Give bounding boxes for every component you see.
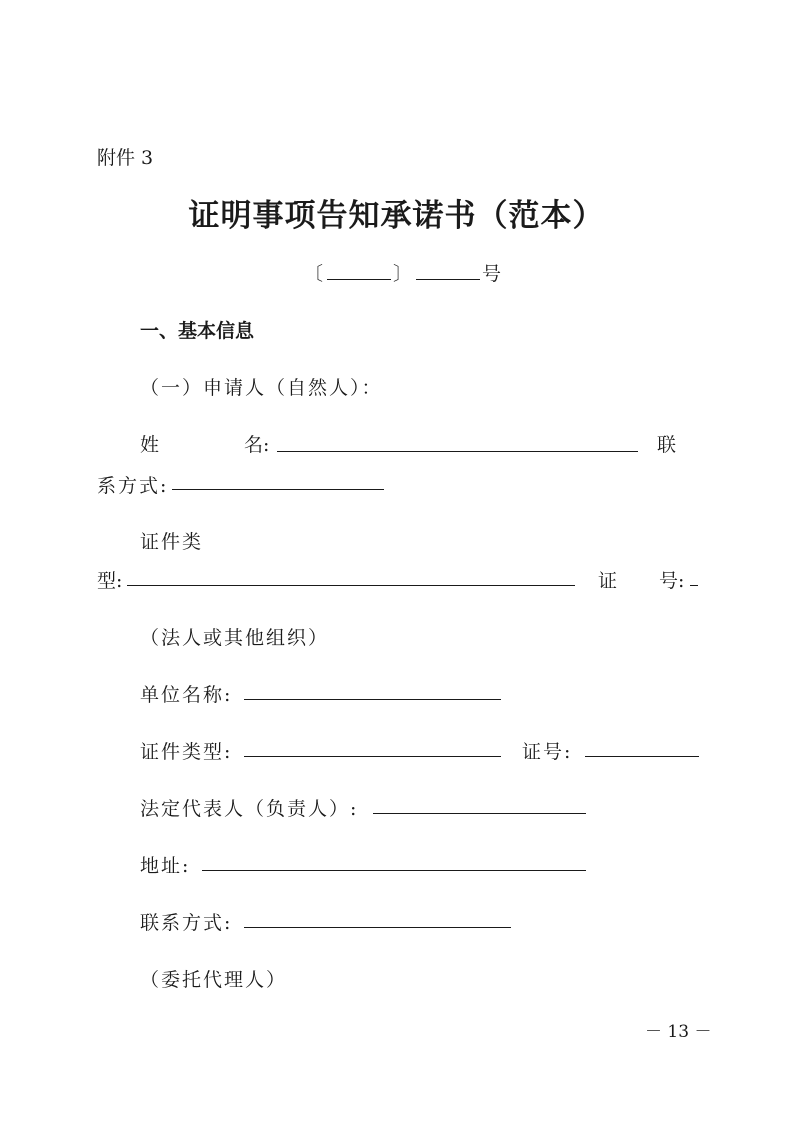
id-type-label-line2: 型: (97, 570, 123, 592)
legal-entity-heading: （法人或其他组织） (140, 627, 330, 649)
id-number-label-char1: 证 (598, 570, 618, 592)
address-label: 地址: (140, 855, 191, 877)
doc-number-serial-blank (416, 279, 480, 280)
entity-contact-label: 联系方式: (140, 912, 233, 934)
contact-label-rest: 系方式: (97, 475, 169, 497)
attachment-label: 附件 3 (97, 147, 154, 169)
entity-id-type-label: 证件类型: (140, 741, 233, 763)
name-label-char2: 名: (244, 434, 270, 456)
id-number-blank (690, 585, 698, 586)
id-type-blank (127, 585, 575, 586)
contact-label-char1: 联 (657, 434, 677, 456)
document-title: 证明事项告知承诺书（范本） (188, 198, 605, 234)
doc-number-open-bracket: 〔 (304, 263, 324, 285)
id-type-label-line1: 证件类 (140, 531, 204, 553)
section-basic-info-heading: 一、基本信息 (140, 320, 255, 342)
doc-number-suffix: 号 (482, 263, 502, 285)
id-number-label-char2: 号: (659, 570, 685, 592)
unit-name-blank (244, 699, 501, 700)
legal-representative-blank (373, 813, 586, 814)
name-blank (277, 451, 638, 452)
name-label-char1: 姓 (140, 434, 160, 456)
unit-name-label: 单位名称: (140, 684, 233, 706)
entity-id-type-blank (244, 756, 501, 757)
contact-blank (172, 489, 384, 490)
applicant-natural-heading: （一）申请人（自然人）： (140, 377, 383, 399)
doc-number-year-blank (327, 279, 391, 280)
entity-id-number-label: 证号: (522, 741, 573, 763)
address-blank (202, 870, 586, 871)
entity-contact-blank (244, 927, 511, 928)
agent-heading: （委托代理人） (140, 969, 288, 991)
doc-number-close-bracket: 〕 (393, 263, 413, 285)
page-number: － 13 － (645, 1022, 712, 1042)
entity-id-number-blank (585, 756, 699, 757)
legal-representative-label: 法定代表人（负责人）: (140, 798, 359, 820)
